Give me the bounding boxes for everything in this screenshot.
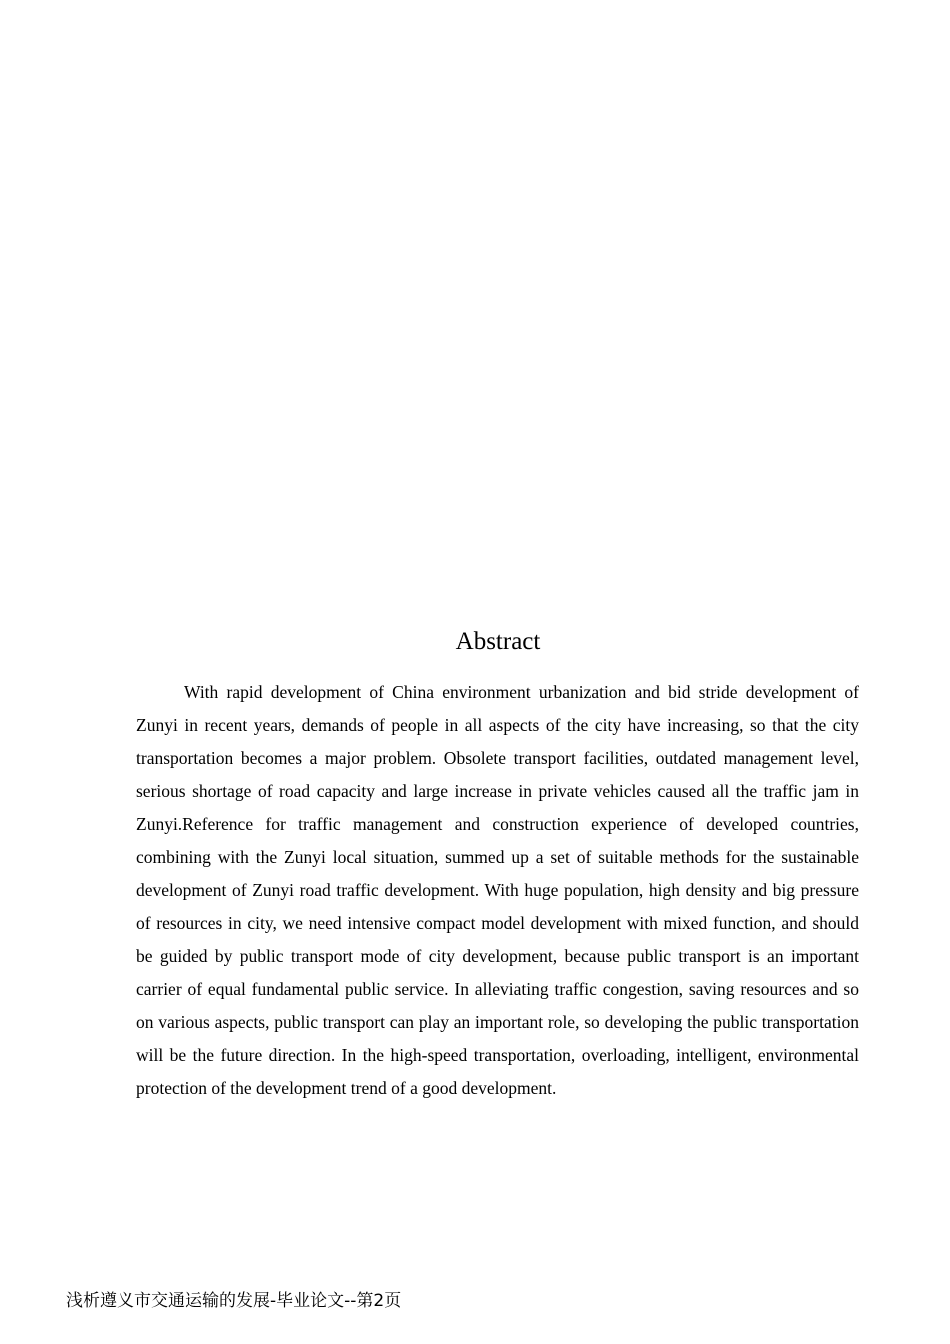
abstract-body: With rapid development of China environment urbanization and bid stride development of Zunyi in recent years, demands of people in all aspects of the city have increasing, so that the city transportation becomes a major problem. Obsolete transport facilities, outdated management level, serious shortage of road capacity and large increase in private vehicles caused all the traffic jam in Zunyi.Reference for traffic management and construction experience of developed countries, combining with the Zunyi local situation, summed up a set of suitable methods for the sustainable development of Zunyi road traffic development. With huge population, high density and big pressure of resources in city, we need intensive compact model development with mixed function, and should be guided by public transport mode of city development, because public transport is an important carrier of equal fundamental public service. In alleviating traffic congestion, saving resources and so on various aspects, public transport can play an important role, so developing the public transportation will be the future direction. In the high-speed transportation, overloading, intelligent, environmental protection of the development trend of a good development. xyxy=(136,682,859,1098)
abstract-title: Abstract xyxy=(455,628,541,655)
page-footer: 浅析遵义市交通运输的发展-毕业论文--第2页 xyxy=(66,1291,402,1311)
